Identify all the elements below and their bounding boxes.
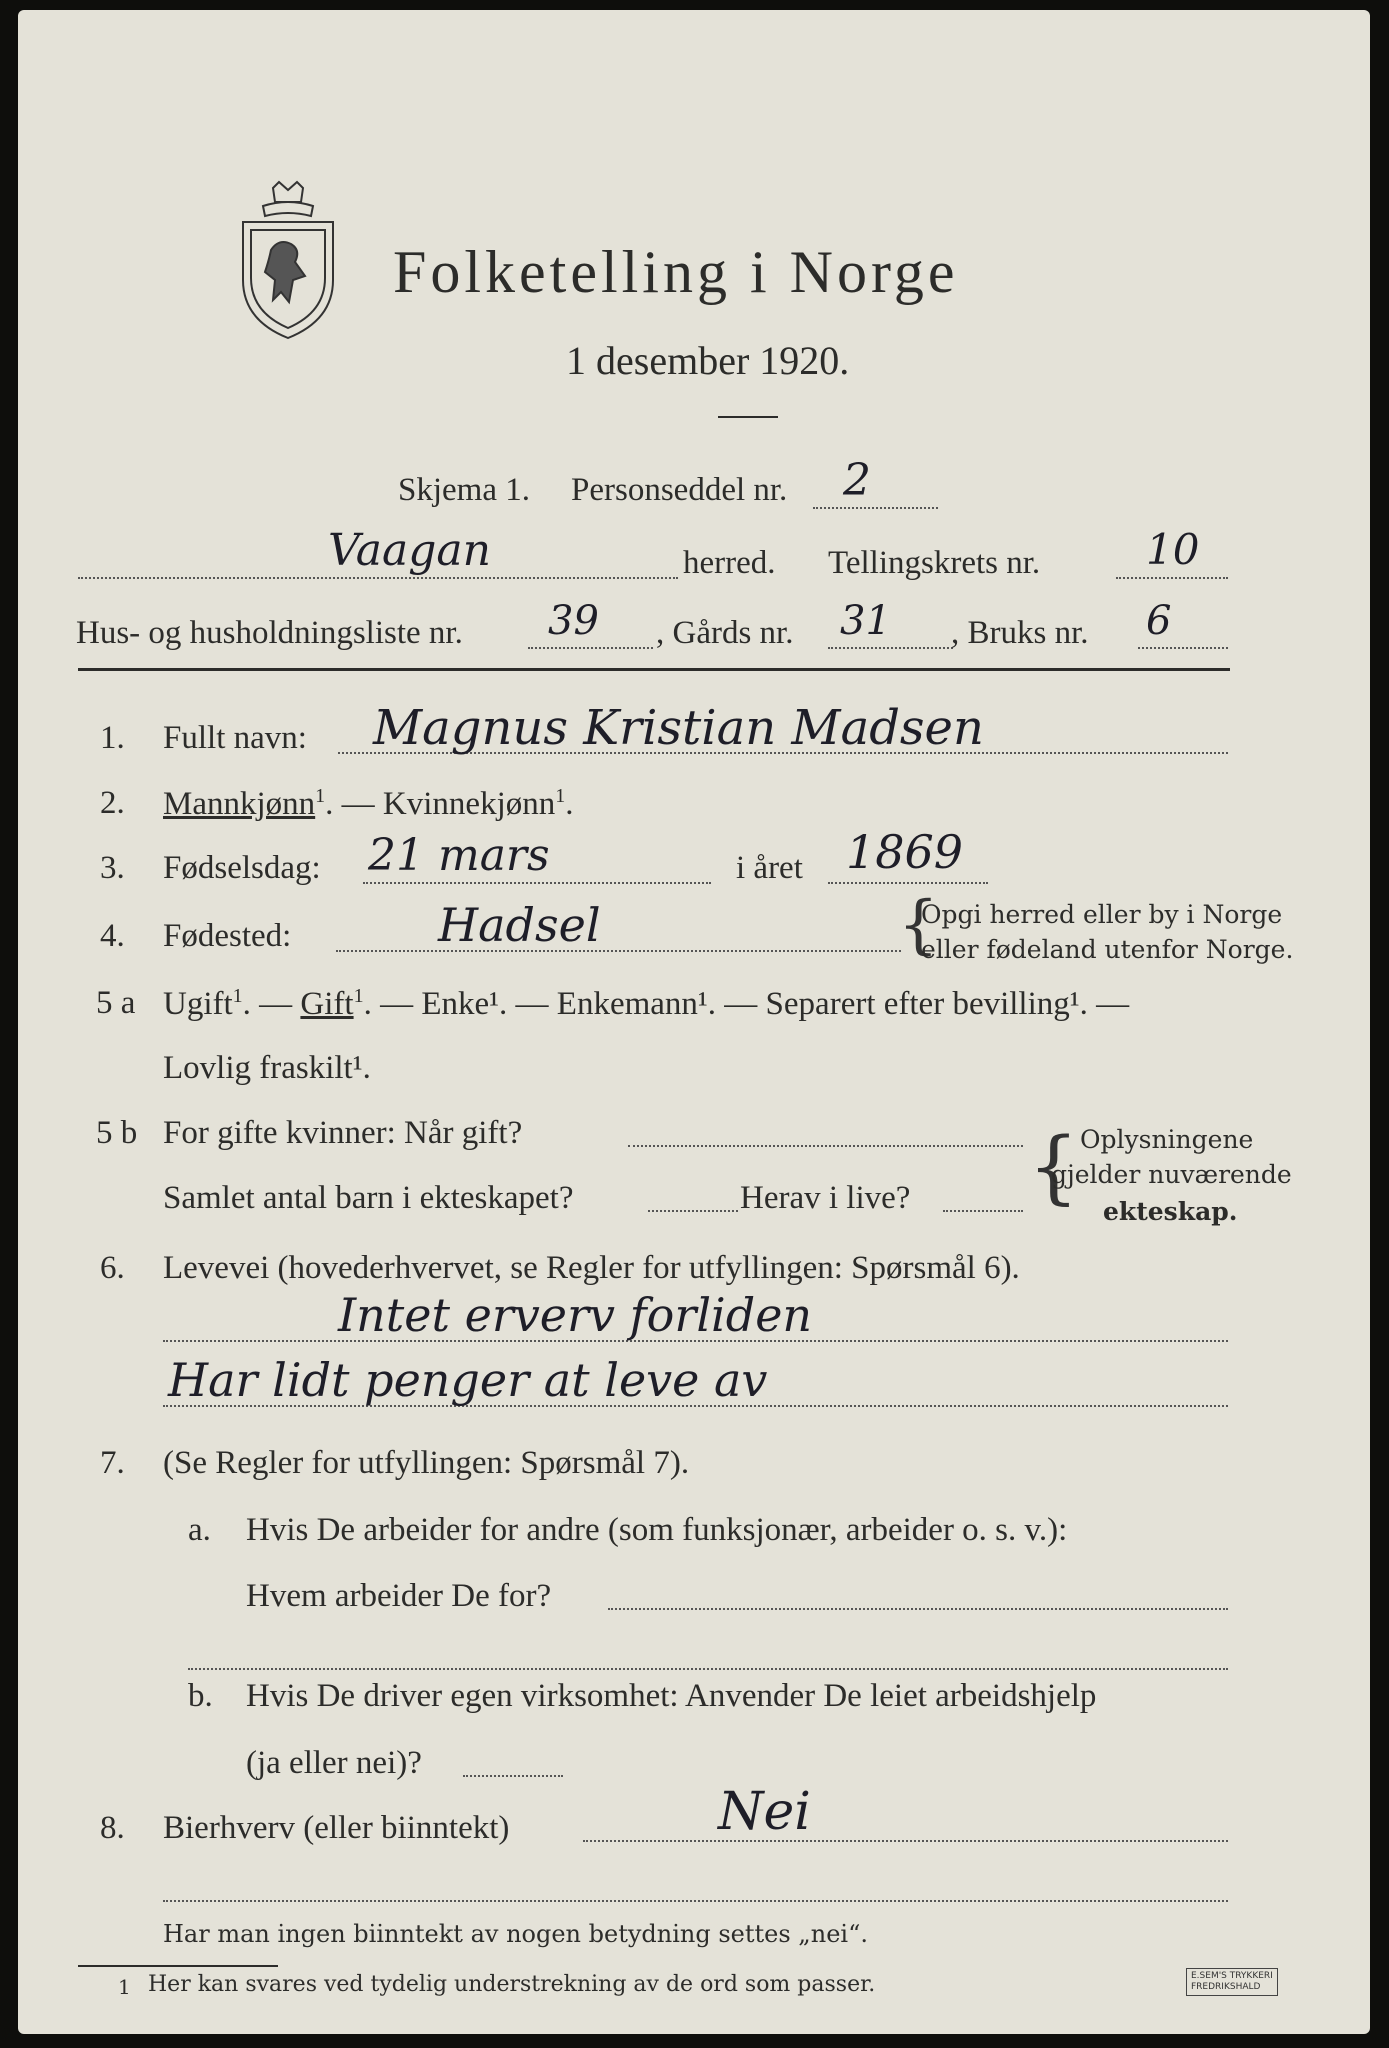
tellingskrets-label: Tellingskrets nr. xyxy=(828,545,1041,581)
q4-number: 4. xyxy=(100,918,125,954)
herred-label: herred. xyxy=(683,545,776,581)
page-title: Folketelling i Norge xyxy=(393,239,959,305)
footnote-text: Her kan svares ved tydelig understrekning av de ord som passer. xyxy=(148,1972,876,1997)
q7a-field-line-1 xyxy=(608,1608,1228,1610)
footnote-mark: 1 xyxy=(118,1975,131,1999)
herred-value[interactable]: Vaagan xyxy=(328,525,491,576)
q6-number: 6. xyxy=(100,1250,125,1286)
bruks-value[interactable]: 6 xyxy=(1146,598,1172,644)
q5b-number: 5 b xyxy=(96,1115,138,1151)
q3-year-field-line xyxy=(828,882,988,884)
q7a-label-line2: Hvem arbeider De for? xyxy=(246,1578,552,1614)
q5a-options: Ugift$^1$. — Gift$^1$. — Enke¹. — Enkemann¹. — Separert efter bevilling¹. — xyxy=(163,985,1130,1022)
q5b-note-line1: Oplysningene xyxy=(1080,1125,1254,1154)
q7b-label-line2: (ja eller nei)? xyxy=(246,1745,422,1781)
skjema-label: Skjema 1. xyxy=(398,472,530,508)
q5b-married-field-line xyxy=(628,1145,1023,1147)
q5a-ugift-option[interactable]: Ugift xyxy=(163,986,233,1022)
q5b-note-line2: gjelder nuværende xyxy=(1051,1160,1292,1189)
personseddel-value[interactable]: 2 xyxy=(843,455,871,506)
q7a-field-line-2 xyxy=(188,1668,1228,1670)
q3-day-value[interactable]: 21 mars xyxy=(368,830,550,881)
q1-label: Fullt navn: xyxy=(163,720,307,756)
q7-label: (Se Regler for utfyllingen: Spørsmål 7). xyxy=(163,1445,690,1481)
q1-number: 1. xyxy=(100,720,125,756)
gards-value[interactable]: 31 xyxy=(840,598,891,644)
q5b-alive-field-line xyxy=(943,1210,1023,1212)
census-date: 1 desember 1920. xyxy=(566,338,850,383)
q4-note-line1: Opgi herred eller by i Norge xyxy=(921,900,1283,929)
q8-note: Har man ingen biinntekt av nogen betydning settes „nei“. xyxy=(163,1920,868,1948)
q3-day-field-line xyxy=(363,882,711,884)
hus-label: Hus- og husholdningsliste nr. xyxy=(76,615,463,651)
q3-year-label: i året xyxy=(736,850,803,886)
gards-label: , Gårds nr. xyxy=(656,615,794,651)
census-form-sheet xyxy=(18,10,1370,2034)
q2-number: 2. xyxy=(100,785,125,821)
q2-male-option[interactable]: Mannkjønn xyxy=(163,786,316,822)
gards-field-line xyxy=(828,647,953,649)
q5a-line2[interactable]: Lovlig fraskilt¹. xyxy=(163,1050,371,1086)
q4-value[interactable]: Hadsel xyxy=(438,898,601,952)
q7-number: 7. xyxy=(100,1445,125,1481)
q7b-letter: b. xyxy=(188,1678,213,1714)
q5b-note-line3: ekteskap. xyxy=(1103,1197,1238,1226)
header-rule xyxy=(78,668,1230,671)
q5b-alive-label: Herav i live? xyxy=(740,1180,911,1216)
q1-value[interactable]: Magnus Kristian Madsen xyxy=(373,700,984,756)
q5a-other-options[interactable]: . — Enke¹. — Enkemann¹. — Separert efter bevilling¹. — xyxy=(363,986,1130,1022)
personseddel-field-line xyxy=(813,507,938,509)
q8-value[interactable]: Nei xyxy=(718,1782,811,1842)
printer-stamp xyxy=(1186,1968,1278,1996)
printer-stamp-line1: E.SEM'S TRYKKERI xyxy=(1191,1971,1273,1981)
q8-field-line xyxy=(583,1840,1228,1842)
q7a-label-line1: Hvis De arbeider for andre (som funksjonær, arbeider o. s. v.): xyxy=(246,1512,1068,1548)
tellingskrets-field-line xyxy=(1116,577,1228,579)
q5a-number: 5 a xyxy=(96,985,136,1021)
q4-note-line2: eller fødeland utenfor Norge. xyxy=(921,935,1294,964)
q4-note-brace: { xyxy=(898,888,939,962)
q3-number: 3. xyxy=(100,850,125,886)
q5b-children-label: Samlet antal barn i ekteskapet? xyxy=(163,1180,574,1216)
q5b-married-label: For gifte kvinner: Når gift? xyxy=(163,1115,523,1151)
q7b-label-line1: Hvis De driver egen virksomhet: Anvender De leiet arbeidshjelp xyxy=(246,1678,1097,1714)
q4-label: Fødested: xyxy=(163,918,292,954)
q2-female-option[interactable]: — Kvinnekjønn xyxy=(341,786,556,822)
title-divider xyxy=(718,416,778,418)
hus-value[interactable]: 39 xyxy=(548,598,599,644)
q5b-children-field-line xyxy=(648,1210,738,1212)
herred-field-line xyxy=(78,577,678,579)
printer-stamp-line2: FREDRIKSHALD xyxy=(1191,1982,1261,1992)
q6-value-line2[interactable]: Har lidt penger at leve av xyxy=(168,1353,768,1407)
q3-label: Fødselsdag: xyxy=(163,850,321,886)
q7b-field-line xyxy=(463,1775,563,1777)
q5b-note-brace: { xyxy=(1028,1120,1079,1213)
q8-number: 8. xyxy=(100,1810,125,1846)
q4-field-line xyxy=(336,950,901,952)
q5a-gift-option[interactable]: Gift xyxy=(300,986,354,1022)
q8-field-line-2 xyxy=(163,1900,1228,1902)
hus-field-line xyxy=(528,647,653,649)
bruks-label: , Bruks nr. xyxy=(951,615,1089,651)
q3-year-value[interactable]: 1869 xyxy=(846,825,964,879)
q6-value-line1[interactable]: Intet erverv forliden xyxy=(338,1288,813,1342)
personseddel-label: Personseddel nr. xyxy=(571,472,788,508)
footnote-rule xyxy=(78,1965,278,1967)
q8-label: Bierhverv (eller biinntekt) xyxy=(163,1810,510,1846)
tellingskrets-value[interactable]: 10 xyxy=(1146,525,1200,574)
q2-options: Mannkjønn$^1$. — Kvinnekjønn$^1$. xyxy=(163,785,574,822)
q6-label: Levevei (hovederhvervet, se Regler for utfyllingen: Spørsmål 6). xyxy=(163,1250,1020,1286)
norway-coat-of-arms-icon xyxy=(233,180,343,340)
bruks-field-line xyxy=(1138,647,1228,649)
q7a-letter: a. xyxy=(188,1512,211,1548)
